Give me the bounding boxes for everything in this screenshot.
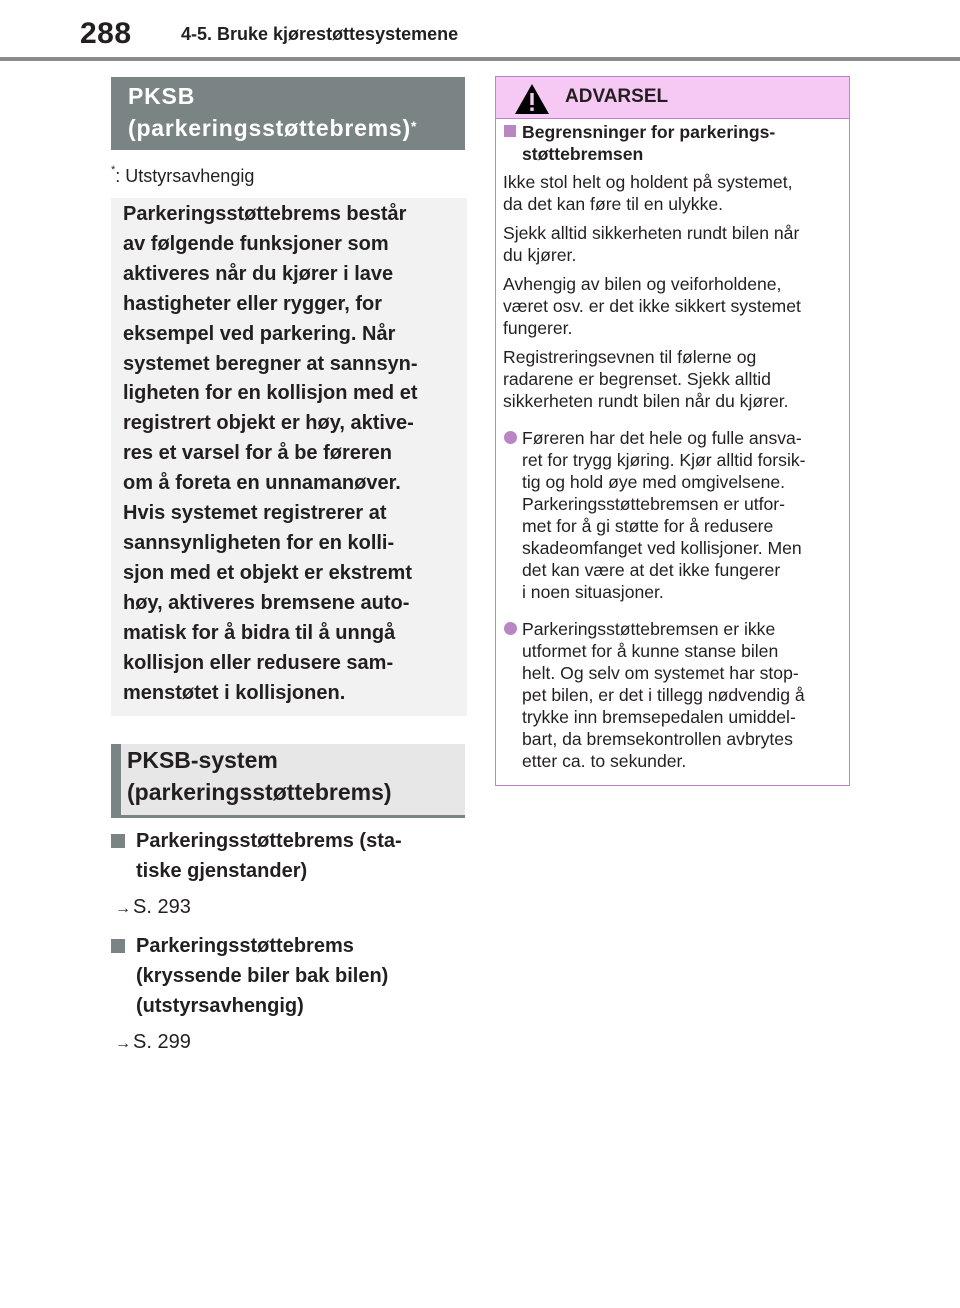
warning-line: helt. Og selv om systemet har stop- [522,663,799,683]
warning-paragraph [503,171,836,215]
intro-line: Hvis systemet registrerer at [123,502,387,525]
warning-line: Ikke stol helt og holdent på systemet, [503,172,793,192]
warning-line: været osv. er det ikke sikkert systemet [503,296,801,316]
warning-triangle-icon [514,83,550,115]
intro-line: kollisjon eller redusere sam- [123,651,394,674]
warning-subheading-line: støttebremsen [522,144,644,164]
warning-line: Parkeringsstøttebremsen er ikke [522,619,776,639]
topic-heading-text [136,826,466,886]
warning-line: Avhengig av bilen og veiforholdene, [503,274,782,294]
intro-line: aktiveres når du kjører i lave [123,262,394,285]
warning-body [503,121,836,787]
intro-line: res et varsel for å be føreren [123,442,393,465]
section-title: 4-5. Bruke kjørestøttesystemene [181,24,459,44]
warning-line: pet bilen, er det i tillegg nødvendig å [522,685,805,705]
warning-subheading-line: Begrensninger for parkerings- [522,122,776,142]
warning-line: da det kan føre til en ulykke. [503,194,724,214]
warning-header [496,77,849,119]
footnote [111,166,254,187]
footnote-marker: * [410,118,417,134]
round-bullet-icon [504,622,517,635]
topic-line: Parkeringsstøttebrems (sta- [136,830,402,852]
title-box [111,77,465,150]
warning-line: bart, da bremsekontrollen avbrytes [522,729,793,749]
warning-line: fungerer. [503,318,573,338]
warning-bullet [503,427,836,603]
warning-line: i noen situasjoner. [522,582,664,602]
warning-line: met for å gi støtte for å redusere [522,516,774,536]
warning-line: sikkerheten rundt bilen når du kjører. [503,391,789,411]
arrow-right-icon: → [115,900,131,917]
subheading [127,744,392,808]
warning-line: Sjekk alltid sikkerheten rundt bilen når [503,223,800,243]
intro-box [111,198,467,716]
intro-text [123,200,459,708]
warning-line: du kjører. [503,245,577,265]
warning-paragraph [503,346,836,412]
warning-line: det kan være at det ikke fungerer [522,560,781,580]
warning-line: Registreringsevnen til følerne og [503,347,757,367]
intro-line: Parkeringsstøttebrems består [123,203,407,225]
warning-line: tig og hold øye med omgivelsene. [522,472,786,492]
page-reference-text: S. 293 [133,896,191,918]
warning-paragraph [503,273,836,339]
page-number: 288 [80,17,132,50]
intro-line: ligheten for en kollisjon med et [123,382,418,405]
intro-line: av følgende funksjoner som [123,232,389,255]
warning-paragraph [503,222,836,266]
square-bullet-icon [111,834,125,848]
topic-line: (kryssende biler bak bilen) [136,965,389,987]
subheading-line-1: PKSB-system [127,747,278,773]
title-line-2 [128,112,416,144]
warning-line: trykke inn bremsepedalen umiddel- [522,707,796,727]
page-reference[interactable] [115,896,191,919]
intro-line: menstøtet i kollisjonen. [123,681,346,704]
intro-line: matisk for å bidra til å unngå [123,621,396,644]
page-title [128,80,416,144]
warning-line: etter ca. to sekunder. [522,751,687,771]
intro-line: eksempel ved parkering. Når [123,322,396,345]
warning-line: radarene er begrenset. Sjekk alltid [503,369,771,389]
topic-line: tiske gjenstander) [136,860,308,882]
title-line-1: PKSB [128,83,196,109]
intro-line: systemet beregner at sannsyn- [123,352,418,375]
warning-bullet [503,618,836,772]
header-rule [0,57,960,61]
warning-line: utformet for å kunne stanse bilen [522,641,779,661]
warning-subheading [503,121,836,165]
page-reference[interactable] [115,1031,191,1054]
intro-line: sjon med et objekt er ekstremt [123,561,412,584]
page-reference-text: S. 299 [133,1031,191,1053]
round-bullet-icon [504,431,517,444]
intro-line: sannsynligheten for en kolli- [123,531,395,554]
title-line-2-text: (parkeringsstøttebrems) [128,115,411,141]
intro-line: registrert objekt er høy, aktive- [123,412,414,435]
footnote-text: : Utstyrsavhengig [115,166,255,186]
warning-box [495,76,850,786]
warning-label: ADVARSEL [565,86,669,107]
square-bullet-icon [504,125,516,137]
warning-line: Parkeringsstøttebremsen er utfor- [522,494,786,514]
topic-line: (utstyrsavhengig) [136,995,304,1017]
footnote-asterisk: * [111,164,116,176]
intro-line: hastigheter eller rygger, for [123,292,382,315]
intro-line: om å foreta en unnamanøver. [123,472,401,495]
topic-line: Parkeringsstøttebrems [136,935,354,957]
subheading-box [111,744,465,818]
warning-line: ret for trygg kjøring. Kjør alltid forsik- [522,450,806,470]
page-header [0,0,960,62]
square-bullet-icon [111,939,125,953]
arrow-right-icon: → [115,1035,131,1052]
warning-line: Føreren har det hele og fulle ansva- [522,428,802,448]
warning-line: skadeomfanget ved kollisjoner. Men [522,538,802,558]
subheading-line-2: (parkeringsstøttebrems) [127,779,392,805]
intro-line: høy, aktiveres bremsene auto- [123,591,410,614]
topic-heading-text [136,931,466,1021]
